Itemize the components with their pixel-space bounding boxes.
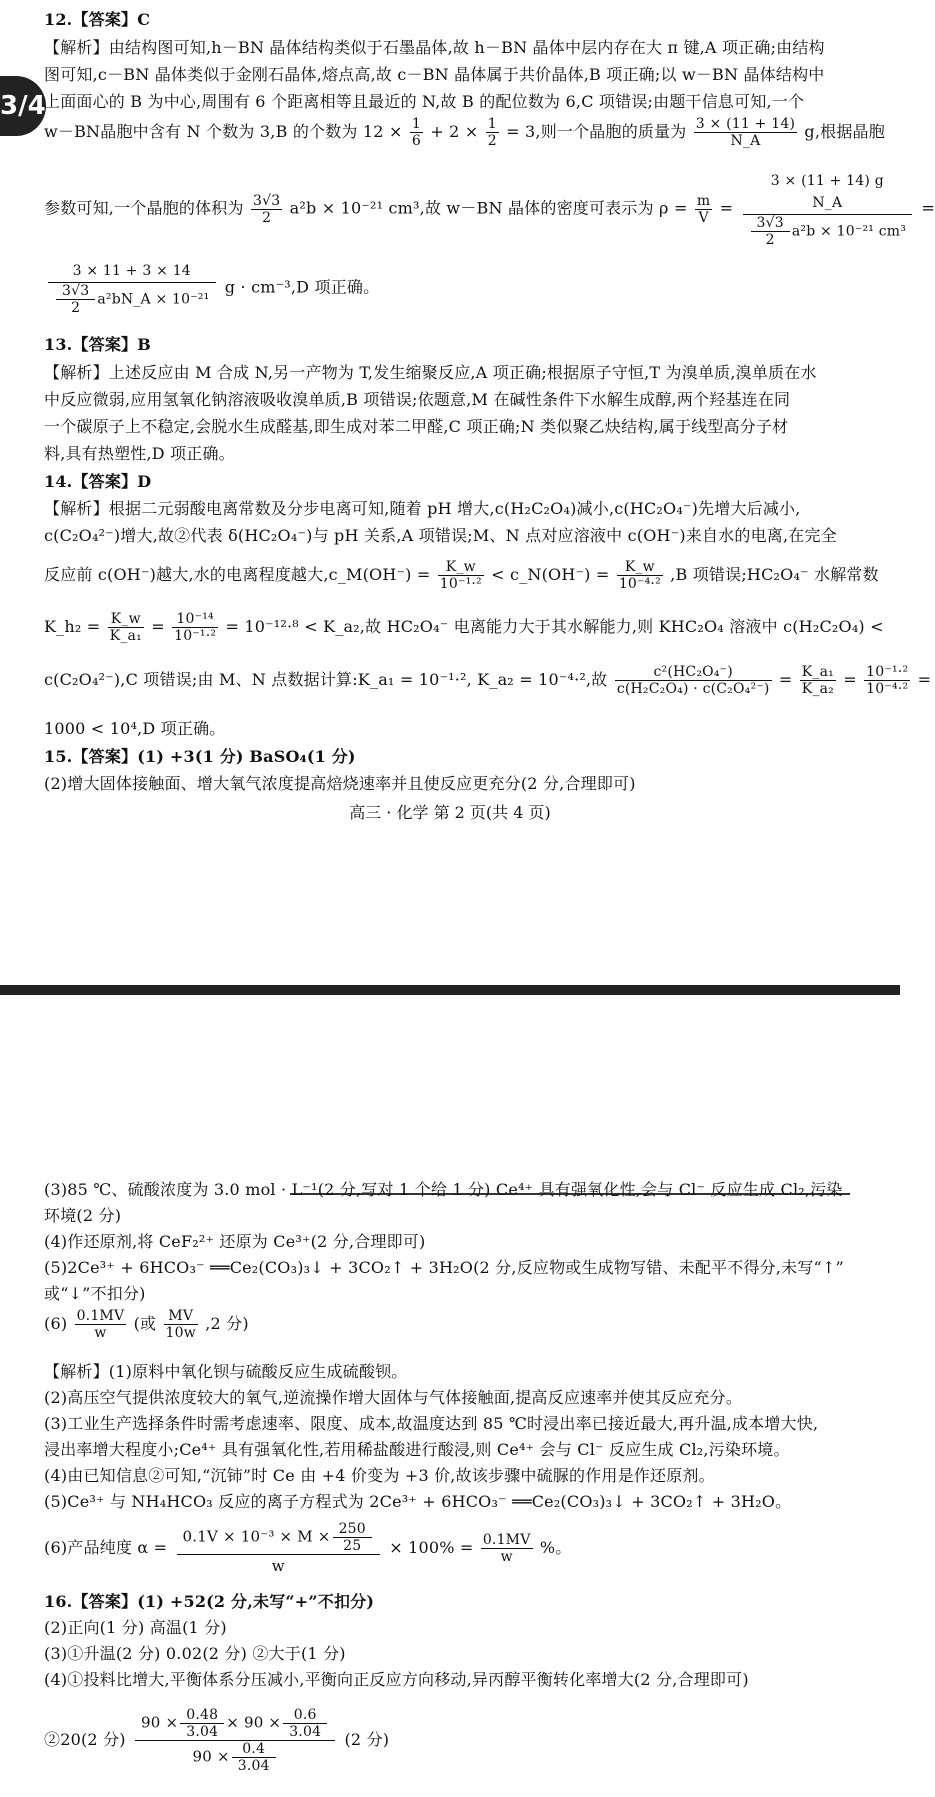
fraction: $\frac{m}{V}$: [696, 192, 711, 226]
density-fraction: 3 × (11 + 14) g N_A $\frac{3√3}{2}$ a²b × 10⁻²¹ cm³: [743, 170, 913, 248]
page-lower: [0, 1170, 900, 1797]
q14-line: 【解析】根据二元弱酸电离常数及分步电离可知,随着 pH 增大,c(H₂C₂O₄)减小,c(HC₂O₄⁻)先增大后减小,: [44, 499, 801, 518]
q15-line: (2)增大固体接触面、增大氧气浓度提高焙烧速率并且使反应更充分(2 分,合理即可): [44, 774, 636, 793]
fraction: $\frac{0.1MV}{w}$: [482, 1532, 531, 1565]
q12-line: 【解析】由结构图可知,h－BN 晶体结构类似于石墨晶体,故 h－BN 晶体中层内存在大 π 键,A 项正确;由结构: [44, 38, 825, 57]
fraction: $\frac{\text{c²(HC₂O₄⁻)}}{\text{c(H₂C₂O₄) · c(C₂O₄²⁻)}}$: [616, 664, 770, 697]
q16-answer: 16.【答案】(1) +52(2 分,未写“+”不扣分): [44, 1592, 375, 1611]
q15-line: (3)85 ℃、硫酸浓度为 3.0 mol · L⁻¹(2 分,写对 1 个给 1 分) Ce⁴⁺ 具有强氧化性,会与 Cl⁻ 反应生成 Cl₂,污染: [44, 1180, 843, 1199]
fraction: $\frac{MV}{10w}$: [165, 1308, 196, 1341]
q15-answer: 15.【答案】(1) +3(1 分) BaSO₄(1 分): [44, 747, 356, 766]
q16-line: ②20(2 分) 90 × $\frac{0.48}{3.04}$ × 90 × $\frac{0.6}{3.04}$ 90 × $\frac{0.4}{3.04}$ (2 分): [44, 1707, 390, 1774]
q16-line: (2)正向(1 分) 高温(1 分): [44, 1618, 227, 1637]
q14-line: K_h₂ = $\frac{K\_w}{\text{K\_a₁}}$ = $\frac{\text{10⁻¹⁴}}{\text{10⁻¹·²}}$ = 10⁻¹²·⁸ < K_a₂,故 HC₂O₄⁻ 电离能力大于其水解能力,则 KHC₂O₄ 溶液中 c(H₂C₂O₄) <: [44, 611, 884, 644]
q13-line: 【解析】上述反应由 M 合成 N,另一产物为 T,发生缩聚反应,A 项正确;根据原子守恒,T 为溴单质,溴单质在水: [44, 363, 817, 382]
q12-line: 参数可知,一个晶胞的体积为 $\frac{3√3}{2}$ a²b × 10⁻²¹ cm³,故 w－BN 晶体的密度可表示为 ρ = $\frac{m}{V}$ = 3 × (11 + 14) g N_A $\frac{3√3}{2}$ a²b × 10⁻²¹ cm³ =: [44, 170, 886, 248]
fraction: $\frac{K\_w}{\text{10⁻¹·²}}$: [439, 559, 482, 592]
q15-line: 环境(2 分): [44, 1206, 122, 1225]
q13-line: 中反应微弱,应用氢氧化钠溶液吸收溴单质,B 项错误;依题意,M 在碱性条件下水解生成醇,两个羟基连在同: [44, 390, 791, 409]
q15-line: (6) $\frac{0.1MV}{w}$ (或 $\frac{MV}{10w}$ ,2 分): [44, 1308, 249, 1341]
q12-line: 上面面心的 B 为中心,周围有 6 个距离相等且最近的 N,故 B 的配位数为 6,C 项错误;由题干信息可知,一个: [44, 92, 805, 111]
q15-analysis: (3)工业生产选择条件时需考虑速率、限度、成本,故温度达到 85 ℃时浸出率已接近最大,再升温,成本增大快,: [44, 1414, 819, 1433]
q13-line: 一个碳原子上不稳定,会脱水生成醛基,即生成对苯二甲醛,C 项正确;N 类似聚乙炔结构,属于线型高分子材: [44, 417, 789, 436]
q15-analysis: 浸出率增大程度小;Ce⁴⁺ 具有强氧化性,若用稀盐酸进行酸浸,则 Ce⁴⁺ 会与 Cl⁻ 反应生成 Cl₂,污染环境。: [44, 1440, 790, 1459]
fraction: $\frac{1}{6}$: [411, 116, 421, 149]
purity-fraction: 0.1V × 10⁻³ × M × $\frac{250}{25}$ w: [177, 1521, 380, 1577]
q15-analysis: (6)产品纯度 α = 0.1V × 10⁻³ × M × $\frac{250}{25}$ w × 100% = $\frac{0.1MV}{w}$ %。: [44, 1520, 572, 1575]
q15-analysis: (5)Ce³⁺ 与 NH₄HCO₃ 反应的离子方程式为 2Ce³⁺ + 6HCO₃⁻ ══Ce₂(CO₃)₃↓ + 3CO₂↑ + 3H₂O。: [44, 1492, 792, 1511]
q14-line: c(C₂O₄²⁻),C 项错误;由 M、N 点数据计算:K_a₁ = 10⁻¹·², K_a₂ = 10⁻⁴·²,故 $\frac{\text{c²(HC₂O₄⁻)}}{\text{c(H₂C₂O₄) · c(C₂O₄²⁻)}}$ = $\frac{\text{K\_a₁}}{\text{K\_a₂}}$ = $\frac{\text{10⁻¹·²}}{\text{10⁻⁴·²}}$ =: [44, 664, 932, 697]
fraction: $\frac{0.1MV}{w}$: [76, 1308, 125, 1341]
q15-analysis: (4)由已知信息②可知,“沉铈”时 Ce 由 +4 价变为 +3 价,故该步骤中硫脲的作用是作还原剂。: [44, 1466, 715, 1485]
q15-line: (4)作还原剂,将 CeF₂²⁺ 还原为 Ce³⁺(2 分,合理即可): [44, 1232, 426, 1251]
page-footer: 高三 · 化学 第 2 页(共 4 页): [349, 803, 551, 822]
page-divider: [0, 985, 900, 995]
q15-line: 或“↓”不扣分): [44, 1284, 146, 1303]
fraction: $\frac{\text{K\_a₁}}{\text{K\_a₂}}$: [801, 664, 834, 697]
kp-fraction: 90 × $\frac{0.48}{3.04}$ × 90 × $\frac{0.6}{3.04}$ 90 × $\frac{0.4}{3.04}$: [135, 1707, 335, 1774]
fraction: $\frac{3√3}{2}$: [252, 192, 281, 226]
q14-line: 反应前 c(OH⁻)越大,水的电离程度越大,c_M(OH⁻) = $\frac{K\_w}{\text{10⁻¹·²}}$ < c_N(OH⁻) = $\frac{K\_w}{\text{10⁻⁴·²}}$ ,B 项错误;HC₂O₄⁻ 水解常数: [44, 559, 879, 592]
q12-answer: 12.【答案】C: [44, 10, 151, 29]
q16-line: (4)①投料比增大,平衡体系分压减小,平衡向正反应方向移动,异丙醇平衡转化率增大(2 分,合理即可): [44, 1670, 749, 1689]
q14-answer: 14.【答案】D: [44, 472, 152, 491]
fraction: $\frac{K\_w}{\text{10⁻⁴·²}}$: [618, 559, 661, 592]
fraction: $\frac{K\_w}{\text{K\_a₁}}$: [109, 611, 142, 644]
page-upper: [0, 0, 935, 825]
q12-line: w－BN晶胞中含有 N 个数为 3,B 的个数为 12 × $\frac{1}{6}$ + 2 × $\frac{1}{2}$ = 3,则一个晶胞的质量为 $\frac{3 \times (11 + 14)}{N\_A}$ g,根据晶胞: [44, 116, 885, 149]
fraction: $\frac{3 \times (11 + 14)}{N\_A}$: [695, 116, 796, 149]
fraction: $\frac{1}{2}$: [487, 116, 497, 149]
q15-analysis: 【解析】(1)原料中氧化钡与硫酸反应生成硫酸钡。: [44, 1362, 408, 1381]
fraction: $\frac{\text{10⁻¹·²}}{\text{10⁻⁴·²}}$: [866, 664, 909, 697]
q15-line: (5)2Ce³⁺ + 6HCO₃⁻ ══Ce₂(CO₃)₃↓ + 3CO₂↑ + 3H₂O(2 分,反应物或生成物写错、未配平不得分,未写“↑”: [44, 1258, 844, 1277]
final-fraction: 3 × 11 + 3 × 14 $\frac{3√3}{2}$ a²bN_A × 10⁻²¹: [48, 260, 216, 316]
q16-line: (3)①升温(2 分) 0.02(2 分) ②大于(1 分): [44, 1644, 346, 1663]
q14-line: c(C₂O₄²⁻)增大,故②代表 δ(HC₂O₄⁻)与 pH 关系,A 项错误;M、N 点对应溶液中 c(OH⁻)来自水的电离,在完全: [44, 526, 837, 545]
q15-analysis: (2)高压空气提供浓度较大的氧气,逆流操作增大固体与气体接触面,提高反应速率并使其反应充分。: [44, 1388, 743, 1407]
q13-line: 料,具有热塑性,D 项正确。: [44, 444, 235, 463]
q12-line: 图可知,c－BN 晶体类似于金刚石晶体,熔点高,故 c－BN 晶体属于共价晶体,B 项正确;以 w－BN 晶体结构中: [44, 65, 825, 84]
q13-answer: 13.【答案】B: [44, 335, 151, 354]
page-tab: 3/4: [0, 76, 46, 136]
q12-line: 3 × 11 + 3 × 14 $\frac{3√3}{2}$ a²bN_A × 10⁻²¹ g · cm⁻³,D 项正确。: [44, 260, 886, 316]
fraction: $\frac{\text{10⁻¹⁴}}{\text{10⁻¹·²}}$: [174, 611, 217, 644]
q14-line: 1000 < 10⁴,D 项正确。: [44, 719, 226, 738]
